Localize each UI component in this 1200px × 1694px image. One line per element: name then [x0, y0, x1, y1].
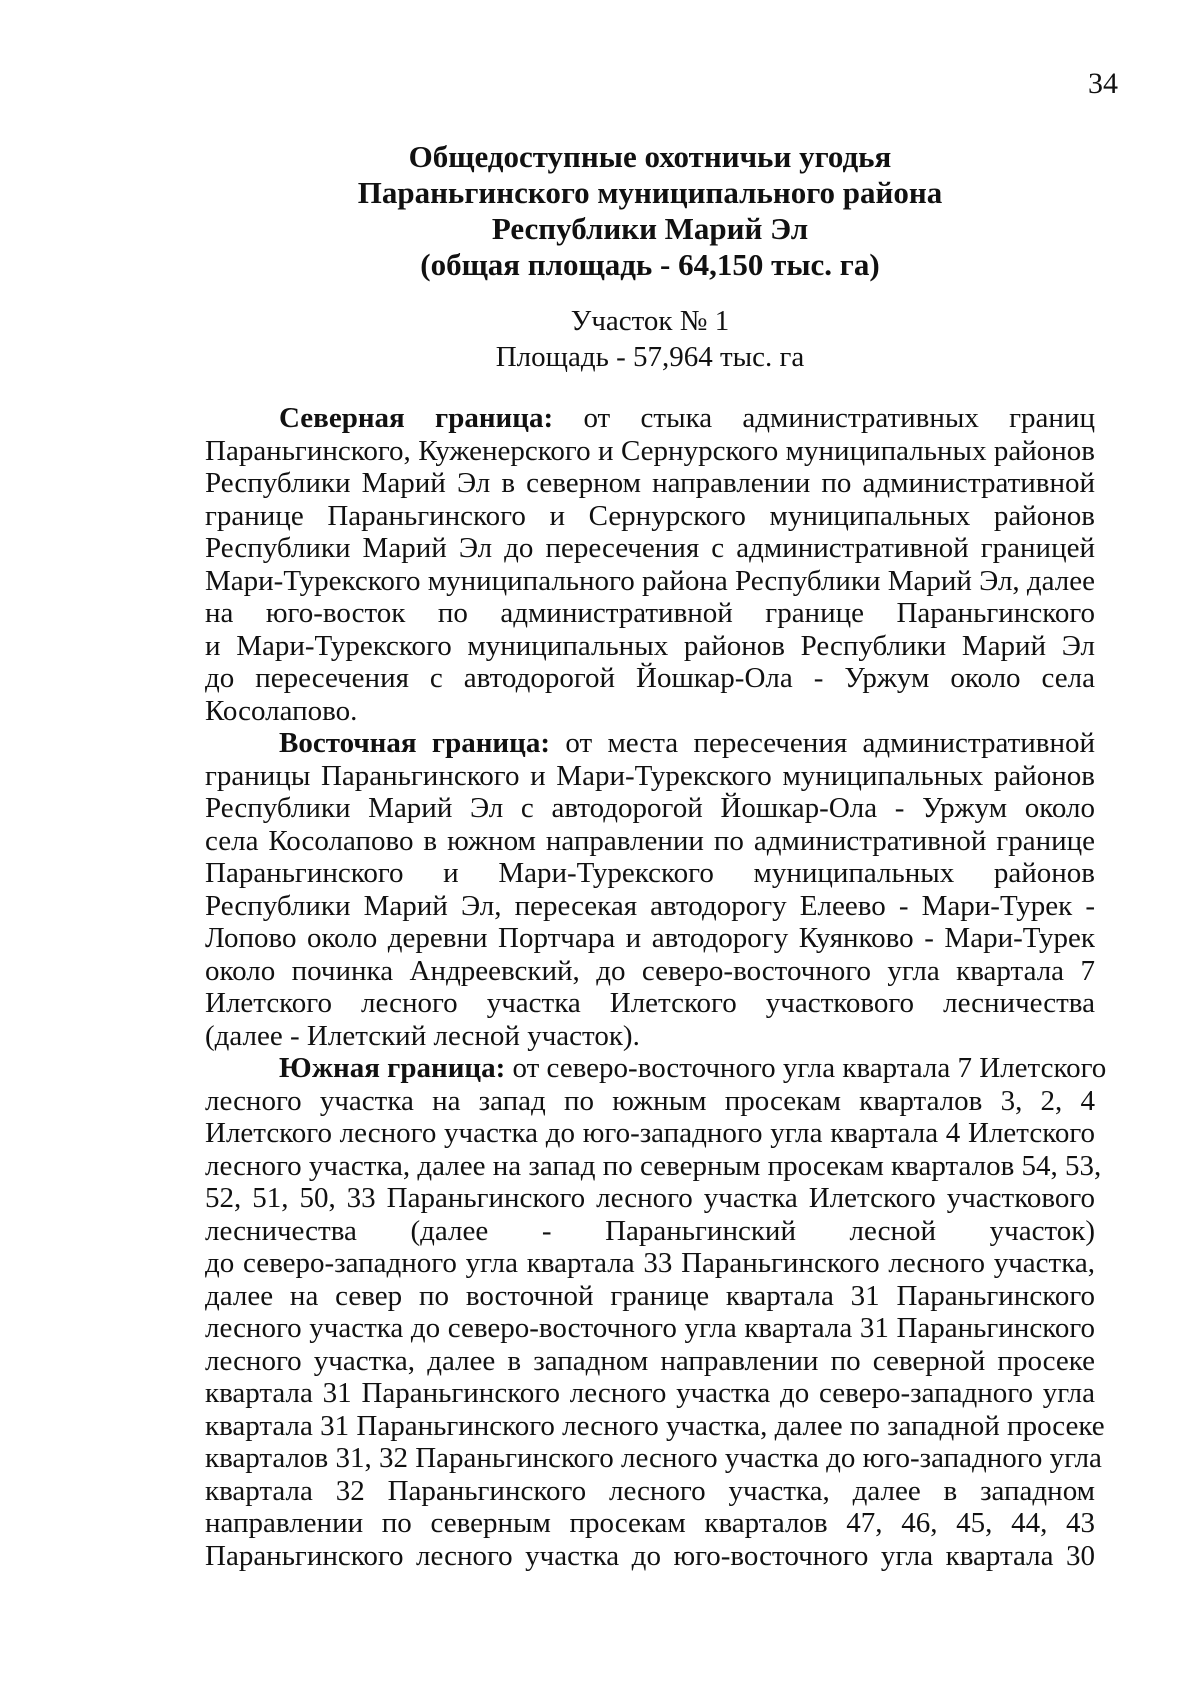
south-line-text: от северо-восточного угла квартала 7 Илетского — [512, 1052, 1107, 1084]
north-boundary-paragraph — [205, 402, 1095, 727]
title-line-3: Республики Марий Эл — [491, 211, 809, 246]
north-line-5: Мари-Турекского муниципального района Республики Марий Эл, далее — [205, 564, 1096, 597]
north-line-8: до пересечения с автодорогой Йошкар-Ола - Уржум около села — [205, 662, 1095, 694]
document-title — [205, 139, 1095, 283]
south-line-9: лесного участка, далее в западном направлении по северной просеке — [205, 1344, 1095, 1377]
plot-number: Участок № 1 — [570, 305, 730, 337]
south-line-11: квартала 31 Параньгинского лесного участка, далее по западной просеке — [205, 1409, 1105, 1442]
south-line-14: направлении по северным просекам кварталов 47, 46, 45, 44, 43 — [205, 1507, 1095, 1539]
south-line-0 — [205, 1052, 1107, 1085]
south-boundary-paragraph — [205, 1052, 1107, 1572]
east-line-9: (далее - Илетский лесной участок). — [205, 1019, 640, 1052]
south-line-4: 52, 51, 50, 33 Параньгинского лесного участка Илетского участкового — [205, 1182, 1095, 1214]
east-line-6: Лопово около деревни Портчара и автодорогу Куянково - Мари-Турек — [205, 922, 1095, 954]
south-boundary-heading: Южная граница: — [279, 1052, 506, 1084]
south-line-3: лесного участка, далее на запад по северным просекам кварталов 54, 53, — [205, 1149, 1102, 1182]
plot-area: Площадь - 57,964 тыс. га — [495, 341, 805, 373]
south-line-7: далее на север по восточной границе квартала 31 Параньгинского — [205, 1279, 1095, 1312]
north-line-9: Косолапово. — [205, 694, 358, 727]
east-boundary-paragraph — [205, 727, 1095, 1052]
title-line-2: Параньгинского муниципального района — [357, 175, 943, 210]
south-line-1: лесного участка на запад по южным просекам кварталов 3, 2, 4 — [205, 1084, 1095, 1117]
east-line-1: границы Параньгинского и Мари-Турекского муниципальных районов — [205, 759, 1095, 792]
south-line-5: лесничества (далее - Параньгинский лесной участок) — [205, 1214, 1095, 1247]
north-line-0 — [205, 402, 1095, 435]
east-line-0 — [205, 727, 1095, 760]
south-line-2: Илетского лесного участка до юго-западного угла квартала 4 Илетского — [205, 1117, 1095, 1149]
boundary-description — [205, 402, 1107, 1572]
north-line-2: Республики Марий Эл в северном направлении по административной — [205, 467, 1095, 499]
east-line-text: от места пересечения административной — [565, 727, 1095, 759]
east-line-3: села Косолапово в южном направлении по административной границе — [205, 824, 1095, 857]
title-line-1: Общедоступные охотничьи угодья — [408, 139, 892, 174]
north-boundary-heading: Северная граница: — [279, 402, 554, 434]
east-line-5: Республики Марий Эл, пересекая автодорогу Елеево - Мари-Турек - — [205, 889, 1095, 922]
north-line-text: от стыка административных границ — [583, 402, 1095, 434]
south-line-8: лесного участка до северо-восточного угла квартала 31 Параньгинского — [205, 1312, 1095, 1344]
title-line-4: (общая площадь - 64,150 тыс. га) — [420, 247, 880, 282]
south-line-15: Параньгинского лесного участка до юго-восточного угла квартала 30 — [205, 1539, 1095, 1572]
east-line-8: Илетского лесного участка Илетского участкового лесничества — [205, 987, 1095, 1019]
south-line-10: квартала 31 Параньгинского лесного участка до северо-западного угла — [205, 1377, 1095, 1409]
south-line-13: квартала 32 Параньгинского лесного участка, далее в западном — [205, 1474, 1095, 1507]
east-line-4: Параньгинского и Мари-Турекского муниципальных районов — [205, 857, 1095, 889]
north-line-7: и Мари-Турекского муниципальных районов Республики Марий Эл — [205, 629, 1095, 662]
south-line-12: кварталов 31, 32 Параньгинского лесного участка до юго-западного угла — [205, 1442, 1102, 1474]
north-line-1: Параньгинского, Куженерского и Сернурского муниципальных районов — [205, 434, 1095, 467]
south-line-6: до северо-западного угла квартала 33 Параньгинского лесного участка, — [205, 1247, 1095, 1279]
east-line-7: около починка Андреевский, до северо-восточного угла квартала 7 — [205, 954, 1095, 987]
page-number: 34 — [1088, 67, 1118, 100]
east-boundary-heading: Восточная граница: — [279, 727, 550, 759]
north-line-3: границе Параньгинского и Сернурского муниципальных районов — [205, 499, 1095, 532]
east-line-2: Республики Марий Эл с автодорогой Йошкар-Ола - Уржум около — [205, 792, 1095, 824]
north-line-6: на юго-восток по административной границе Параньгинского — [205, 597, 1095, 629]
plot-header — [205, 303, 1095, 375]
north-line-4: Республики Марий Эл до пересечения с административной границей — [205, 532, 1095, 564]
